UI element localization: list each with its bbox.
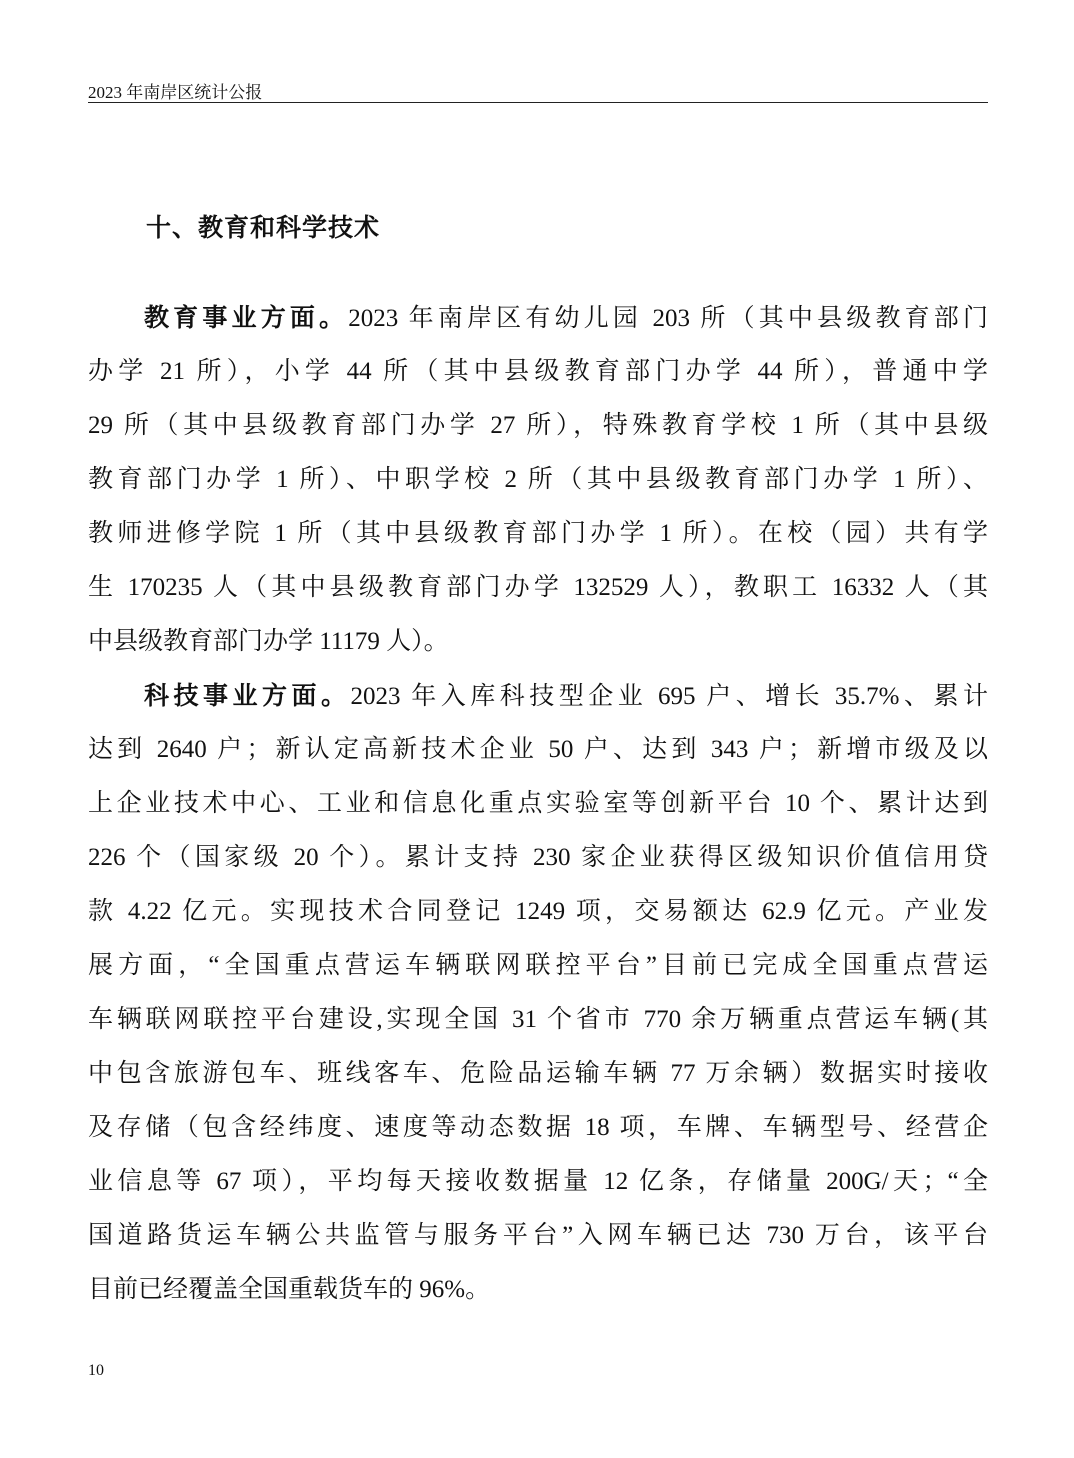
paragraph-education	[88, 291, 988, 669]
line-text: 及存储（包含经纬度、速度等动态数据 18 项，车牌、车辆型号、经营企	[88, 1114, 988, 1141]
text-line	[88, 399, 988, 453]
line-text: 款 4.22 亿元。实现技术合同登记 1249 项，交易额达 62.9 亿元。产业发	[88, 898, 988, 925]
text-line	[88, 939, 988, 993]
line-text: 29 所（其中县级教育部门办学 27 所），特殊教育学校 1 所（其中县级	[88, 412, 988, 439]
line-text: 中县级教育部门办学 11179 人）。	[88, 628, 449, 655]
line-text: 国道路货运车辆公共监管与服务平台”入网车辆已达 730 万台，该平台	[88, 1222, 988, 1249]
text-line	[88, 1047, 988, 1101]
text-line	[88, 831, 988, 885]
text-line	[88, 723, 988, 777]
line-text: 目前已经覆盖全国重载货车的 96%。	[88, 1276, 491, 1303]
line-text: 中包含旅游包车、班线客车、危险品运输车辆 77 万余辆）数据实时接收	[88, 1060, 988, 1087]
line-text: 2023 年南岸区有幼儿园 203 所（其中县级教育部门	[348, 305, 988, 332]
text-line	[88, 1155, 988, 1209]
paragraph-lead: 教育事业方面。	[144, 303, 349, 332]
text-line	[88, 345, 988, 399]
section-title: 十、教育和科学技术	[146, 213, 381, 242]
text-line	[88, 993, 988, 1047]
line-text: 生 170235 人（其中县级教育部门办学 132529 人），教职工 16332 人（其	[88, 574, 988, 601]
text-line	[88, 291, 988, 345]
line-text: 业信息等 67 项），平均每天接收数据量 12 亿条，存储量 200G/天；“全	[88, 1168, 988, 1195]
line-text: 车辆联网联控平台建设,实现全国 31 个省市 770 余万辆重点营运车辆(其	[88, 1006, 988, 1033]
line-text: 2023 年入库科技型企业 695 户、增长 35.7%、累计	[350, 683, 988, 710]
header-divider	[88, 102, 988, 103]
text-line	[88, 615, 988, 669]
text-line	[88, 561, 988, 615]
paragraph-science-technology	[88, 669, 988, 1317]
text-line	[88, 1263, 988, 1317]
page-number: 10	[88, 1362, 104, 1379]
line-text: 达到 2640 户；新认定高新技术企业 50 户、达到 343 户；新增市级及以	[88, 736, 988, 763]
line-text: 教师进修学院 1 所（其中县级教育部门办学 1 所）。在校（园）共有学	[88, 520, 988, 547]
text-line	[88, 453, 988, 507]
text-line	[88, 885, 988, 939]
text-line	[88, 669, 988, 723]
line-text: 教育部门办学 1 所）、中职学校 2 所（其中县级教育部门办学 1 所）、	[88, 466, 988, 493]
text-line	[88, 507, 988, 561]
text-line	[88, 1209, 988, 1263]
line-text: 展方面，“全国重点营运车辆联网联控平台”目前已完成全国重点营运	[88, 952, 988, 979]
running-header: 2023 年南岸区统计公报	[88, 83, 263, 102]
paragraph-lead: 科技事业方面。	[144, 681, 351, 710]
line-text: 上企业技术中心、工业和信息化重点实验室等创新平台 10 个、累计达到	[88, 790, 988, 817]
line-text: 226 个（国家级 20 个）。累计支持 230 家企业获得区级知识价值信用贷	[88, 844, 988, 871]
text-line	[88, 1101, 988, 1155]
line-text: 办学 21 所），小学 44 所（其中县级教育部门办学 44 所），普通中学	[88, 358, 988, 385]
text-line	[88, 777, 988, 831]
